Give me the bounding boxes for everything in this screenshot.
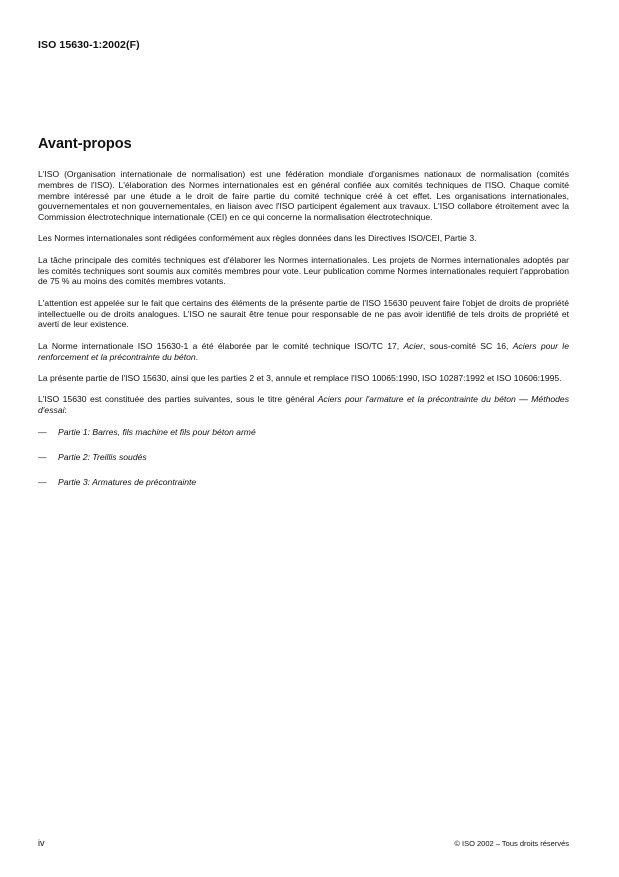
- prepared-by-text-2: , sous-comité SC 16,: [423, 340, 513, 351]
- paragraph-patent-rights: L'attention est appelée sur le fait que certains des éléments de la présente partie de l'ISO 15630 peuvent faire l'objet de droits de propriété intellectuelle ou de droits analogues. L'ISO ne saurait être tenue pour responsable de ne pas avoir identifié de tels droits de propriété et averti de leur existence.: [38, 297, 569, 330]
- list-item-label: Partie 1: Barres, fils machine et fils pour béton armé: [58, 426, 256, 437]
- list-item-label: Partie 3: Armatures de précontrainte: [58, 476, 197, 487]
- paragraph-parts-intro: [38, 394, 569, 416]
- page-title: Avant-propos: [38, 136, 132, 152]
- list-item-label: Partie 2: Treillis soudés: [58, 451, 147, 462]
- paragraph-directives: Les Normes internationales sont rédigées conformément aux règles données dans les Directives ISO/CEI, Partie 3.: [38, 233, 477, 244]
- list-dash: —: [38, 476, 47, 487]
- prepared-by-text-3: .: [195, 351, 199, 362]
- committee-name: Acier: [403, 340, 424, 351]
- copyright-notice: © ISO 2002 – Tous droits réservés: [454, 839, 569, 848]
- subcommittee-name: Aciers pour le renforcement et la précontrainte du béton: [38, 340, 569, 362]
- paragraph-technical-committees: La tâche principale des comités techniques est d'élaborer les Normes internationales. Les projets de Normes internationales adoptés par les comités techniques sont soumis aux comités membres pour vote. Leur publication comme Normes internationales requiert l'approbation de 75 % au moins des comités membres votants.: [38, 254, 569, 287]
- paragraph-iso-description: L'ISO (Organisation internationale de normalisation) est une fédération mondiale d'organismes nationaux de normalisation (comités membres de l'ISO). L'élaboration des Normes internationales est en général confiée aux comités techniques de l'ISO. Chaque comité membre intéressé par une étude a le droit de faire partie du comité technique créé à cet effet. Les organisations internationales, gouvernementales et non gouvernementales, en liaison avec l'ISO participent également aux travaux. L'ISO collabore étroitement avec la Commission électrotechnique internationale (CEI) en ce qui concerne la normalisation électrotechnique.: [38, 169, 569, 222]
- list-item: [38, 477, 569, 488]
- general-title: Aciers pour l'armature et la précontrainte du béton — Méthodes d'essai: [38, 394, 569, 416]
- paragraph-replaces: La présente partie de l'ISO 15630, ainsi que les parties 2 et 3, annule et remplace l'ISO 10065:1990, ISO 10287:1992 et ISO 10606:1995.: [38, 372, 562, 383]
- foreword-body: [38, 169, 569, 502]
- parts-intro-text-2: :: [64, 405, 67, 416]
- prepared-by-text-1: La Norme internationale ISO 15630-1 a été élaborée par le comité technique ISO/TC 17,: [38, 340, 404, 351]
- list-dash: —: [38, 451, 47, 462]
- document-id-header: ISO 15630-1:2002(F): [38, 39, 140, 51]
- list-dash: —: [38, 426, 47, 437]
- list-item: [38, 452, 569, 463]
- list-item: [38, 427, 569, 438]
- page-number: iv: [38, 838, 45, 848]
- paragraph-prepared-by: [38, 341, 569, 363]
- parts-intro-text-1: L'ISO 15630 est constituée des parties suivantes, sous le titre général: [38, 394, 318, 405]
